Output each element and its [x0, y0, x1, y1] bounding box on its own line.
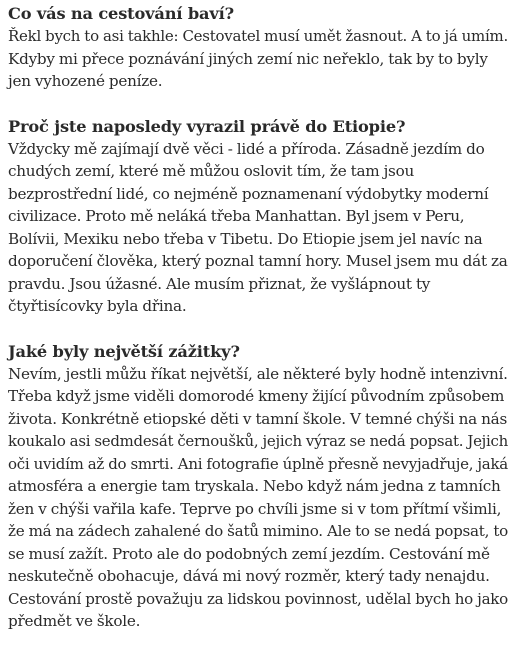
question-heading: Co vás na cestování baví? [8, 4, 234, 23]
answer-paragraph [8, 25, 508, 93]
answer-line: Vždycky mě zajímají dvě věci - lidé a příroda. Zásadně jezdím do [8, 139, 485, 158]
answer-line: koukalo asi sedmdesát černoušků, jejich výraz se nedá popsat. Jejich [8, 432, 509, 450]
answer-line: se musí zažít. Proto ale do podobných zemí jezdím. Cestování mě [8, 544, 490, 563]
answer-line: doporučení člověka, který poznal tamní hory. Musel jsem mu dát za [8, 252, 508, 270]
answer-line: Řekl bych to asi takhle: Cestovatel musí umět žasnout. A to já umím. [8, 27, 508, 45]
qa-block-3 [8, 341, 508, 633]
answer-line: žen v chýši vařila kafe. Teprve po chvíli jsme si v tom přítmí všimli, [8, 499, 502, 518]
answer-line: atmosféra a energie tam tryskala. Nebo když nám jedna z tamních [8, 477, 501, 495]
answer-line: jen vyhozené peníze. [8, 72, 163, 90]
answer-line: Cestování prostě považuju za lidskou povinnost, udělal bych ho jako [8, 589, 509, 608]
answer-line: čtyřtisícovky byla dřina. [8, 297, 187, 315]
answer-paragraph [8, 363, 508, 633]
answer-line: bezprostřední lidé, co nejméně poznamenaní výdobytky moderní [8, 184, 489, 203]
answer-paragraph [8, 138, 508, 318]
answer-line: předmět ve škole. [8, 612, 141, 630]
answer-line: Nevím, jestli můžu říkat největší, ale některé byly hodně intenzivní. [8, 364, 508, 383]
interview-article [8, 3, 508, 656]
answer-line: chudých zemí, které mě můžou oslovit tím, že tam jsou [8, 162, 415, 180]
answer-line: že má na zádech zahalené do šatů mimino. Ale to se nedá popsat, to [8, 522, 509, 540]
question-heading: Proč jste naposledy vyrazil právě do Etiopie? [8, 116, 406, 136]
answer-line: pravdu. Jsou úžasné. Ale musím přiznat, že vyšlápnout ty [8, 274, 431, 293]
qa-block-1 [8, 3, 508, 93]
answer-line: Bolívii, Mexiku nebo třeba v Tibetu. Do Etiopie jsem jel navíc na [8, 229, 483, 248]
answer-line: civilizace. Proto mě neláká třeba Manhattan. Byl jsem v Peru, [8, 207, 465, 225]
question-heading: Jaké byly největší zážitky? [8, 341, 240, 361]
answer-line: neskutečně obohacuje, dává mi nový rozměr, který tady nenajdu. [8, 567, 490, 585]
qa-block-2 [8, 116, 508, 318]
answer-line: Kdyby mi přece poznávání jiných zemí nic neřeklo, tak by to byly [8, 49, 488, 68]
answer-line: oči uvidím až do smrti. Ani fotografie úplně přesně nevyjadřuje, jaká [8, 454, 508, 473]
answer-line: Třeba když jsme viděli domorodé kmeny žijící původním způsobem [8, 387, 505, 405]
answer-line: života. Konkrétně etiopské děti v tamní škole. V temné chýši na nás [8, 409, 507, 428]
